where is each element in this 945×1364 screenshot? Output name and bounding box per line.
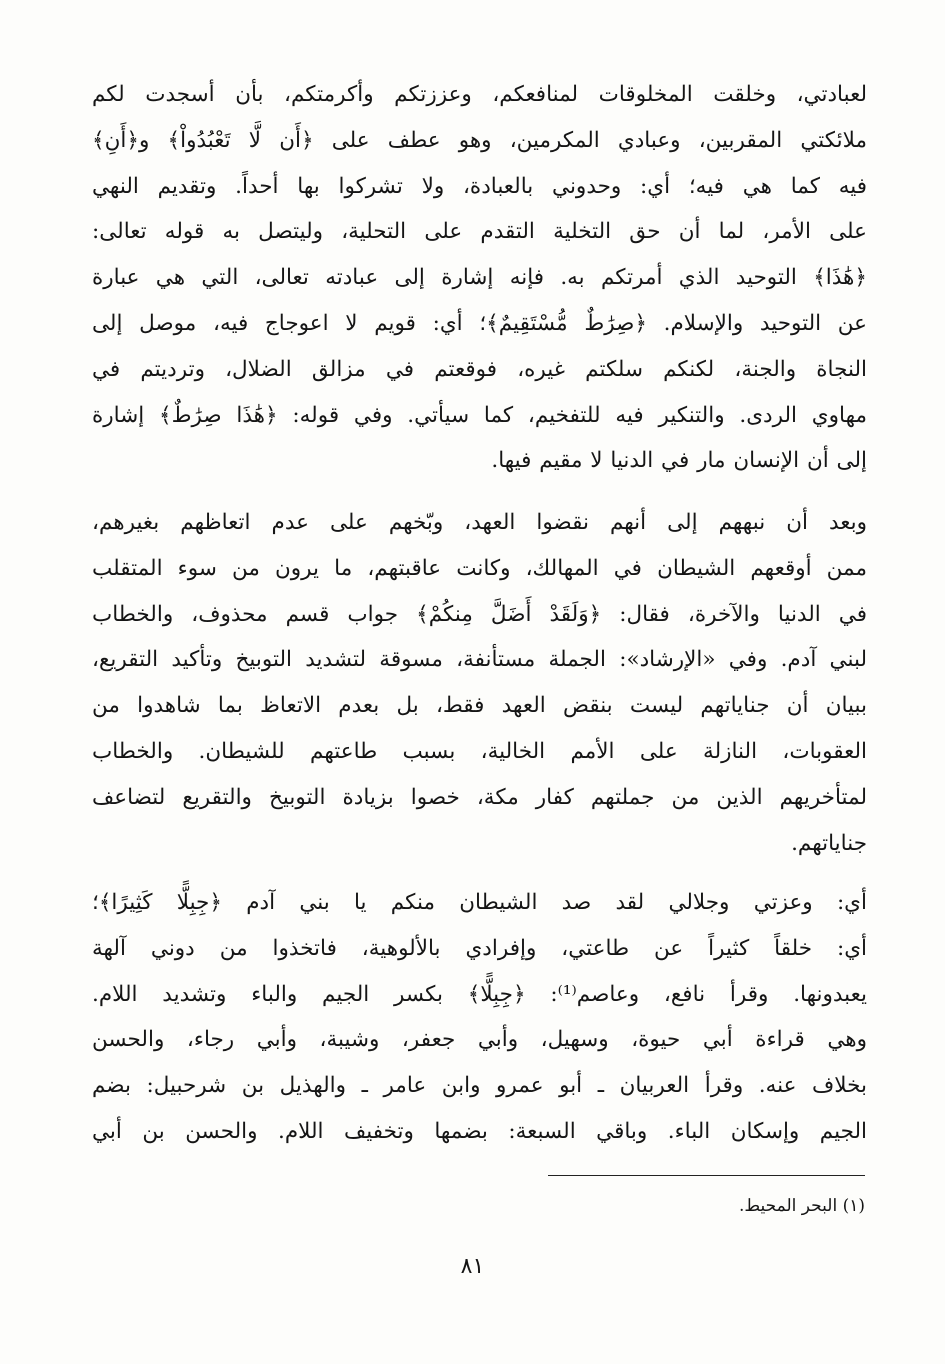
paragraph-1: [92, 72, 867, 484]
text-line: العقوبات، النازلة على الأمم الخالية، بسبب طاعتهم للشيطان. والخطاب: [92, 738, 867, 764]
footnote-divider: [548, 1175, 865, 1176]
text-line: لبني آدم. وفي «الإرشاد»: الجملة مستأنفة، مسوقة لتشديد التوبيخ وتأكيد التقريع،: [92, 647, 867, 673]
text-line: ببيان أن جناياتهم ليست بنقض العهد فقط، بل بعدم الاتعاظ بما شاهدوا من: [92, 693, 867, 719]
text-line: وهي قراءة أبي حيوة، وسهيل، وأبي جعفر، وشيبة، وأبي رجاء، والحسن: [92, 1027, 867, 1053]
text-line: النجاة والجنة، لكنكم سلكتم غيره، فوقعتم في مزالق الضلال، وترديتم في: [92, 356, 867, 382]
text-line: يعبدونها. وقرأ نافع، وعاصم⁽¹⁾: ﴿جِبِلًّا﴾ بكسر الجيم والباء وتشديد اللام.: [92, 981, 867, 1007]
text-line: إلى أن الإنسان مار في الدنيا لا مقيم فيها.: [491, 448, 867, 474]
text-line: بخلاف عنه. وقرأ العربيان ـ أبو عمرو وابن عامر ـ والهذيل بن شرحبيل: بضم: [92, 1073, 867, 1099]
text-line: ﴿هَٰذَا﴾ التوحيد الذي أمرتكم به. فإنه إشارة إلى عبادته تعالى، التي هي عبارة: [92, 265, 867, 291]
text-line: أي: وعزتي وجلالي لقد صد الشيطان منكم يا بني آدم ﴿جِبِلًّا كَثِيرًا﴾؛: [92, 890, 867, 915]
text-line: مهاوي الردى. والتنكير فيه للتفخيم، كما سيأتي. وفي قوله: ﴿هَٰذَا صِرَٰطٌ﴾ إشارة: [92, 402, 867, 428]
page-number: ٨١: [460, 1254, 485, 1279]
text-line: عن التوحيد والإسلام. ﴿صِرَٰطٌ مُّسْتَقِيمٌ﴾؛ أي: قويم لا اعوجاج فيه، موصل إلى: [92, 310, 867, 336]
text-line: ملائكتي المقربين، وعبادي المكرمين، وهو عطف على ﴿أَن لَّا تَعْبُدُواْ﴾ و﴿أَنِ﴾: [92, 127, 867, 153]
text-line: لمتأخريهم الذين من جملتهم كفار مكة، خصوا بزيادة التوبيخ والتقريع لتضاعف: [92, 784, 867, 810]
paragraph-3: [92, 880, 867, 1155]
text-line: ممن أوقعهم الشيطان في المهالك، وكانت عاقبتهم، ما يرون من سوء المتقلب: [92, 555, 867, 581]
text-line: أي: خلقاً كثيراً عن طاعتي، وإفرادي بالألوهية، فاتخذوا من دوني آلهة: [92, 935, 867, 961]
text-line: الجيم وإسكان الباء. وباقي السبعة: بضمها وتخفيف اللام. والحسن بن أبي: [92, 1118, 867, 1144]
text-line: في الدنيا والآخرة، فقال: ﴿وَلَقَدْ أَضَلَّ مِنكُمْ﴾ جواب قسم محذوف، والخطاب: [92, 601, 867, 627]
text-line: لعبادتي، وخلقت المخلوقات لمنافعكم، وعززتكم وأكرمتكم، بأن أسجدت لكم: [92, 82, 867, 107]
text-line: فيه كما هي فيه؛ أي: وحدوني بالعبادة، ولا تشركوا بها أحداً. وتقديم النهي: [92, 173, 867, 199]
text-line: وبعد أن نبههم إلى أنهم نقضوا العهد، وبّخهم على عدم اتعاظهم بغيرهم،: [92, 510, 867, 535]
footnote: (١) البحر المحيط.: [739, 1196, 865, 1216]
text-line: على الأمر، لما أن حق التخلية التقدم على التحلية، وليتصل به قوله تعالى:: [92, 219, 867, 245]
paragraph-2: [92, 500, 867, 866]
text-line: جناياتهم.: [791, 830, 867, 856]
